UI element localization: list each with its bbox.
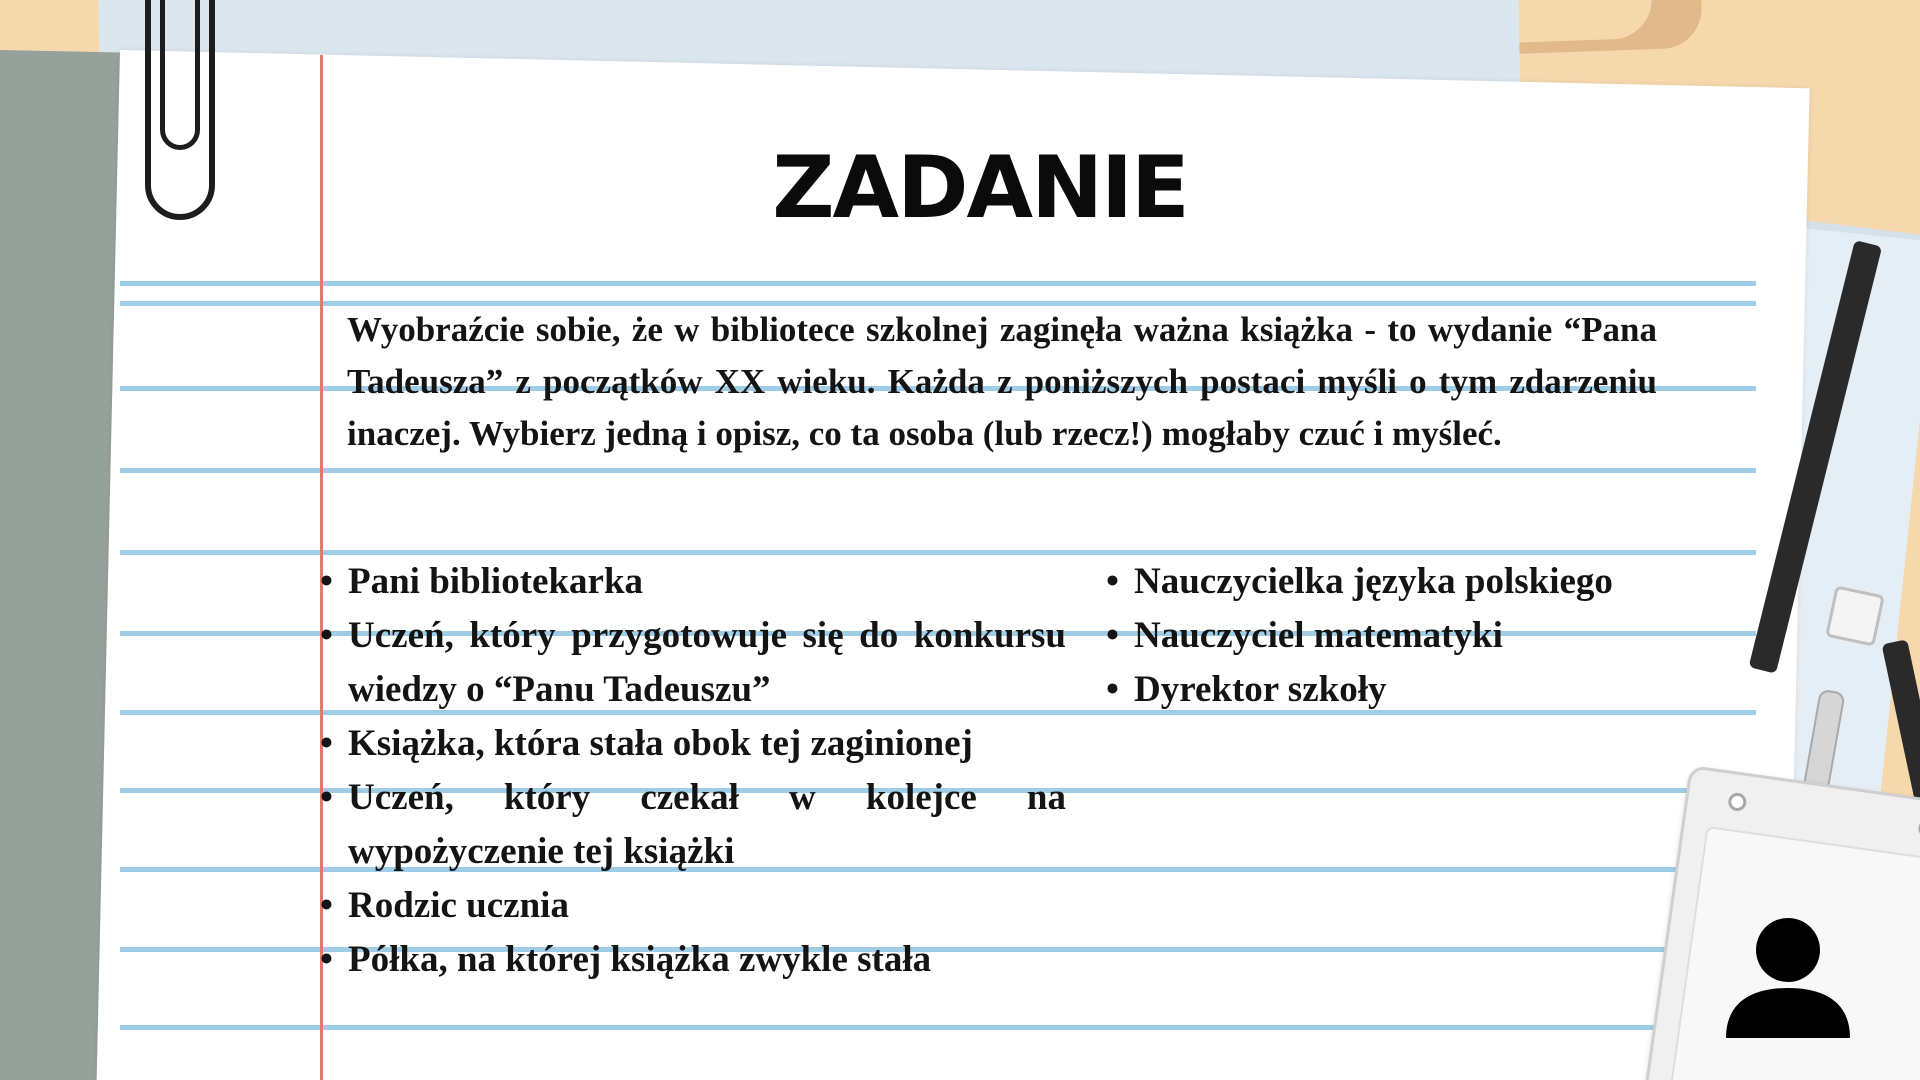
- ruled-line: [120, 281, 1756, 286]
- lanyard-buckle: [1825, 585, 1885, 646]
- paperclip-inner: [160, 0, 200, 150]
- list-item: [320, 717, 1066, 771]
- user-icon: [1718, 910, 1858, 1040]
- bullet: •: [320, 885, 333, 926]
- list-item: [1106, 663, 1694, 717]
- list-item-text: Dyrektor szkoły: [1134, 669, 1387, 710]
- list-item-text: Nauczycielka języka polskiego: [1134, 561, 1613, 602]
- list-item-text: Uczeń, który przygotowuje się do konkursu wiedzy o “Panu Tadeuszu”: [348, 615, 1066, 710]
- badge-hole: [1727, 792, 1747, 812]
- list-item-text: Książka, która stała obok tej zaginionej: [348, 723, 973, 764]
- list-item-text: Uczeń, który czekał w kolejce na wypożyczenie tej książki: [348, 777, 1066, 872]
- list-item-text: Pani bibliotekarka: [348, 561, 644, 602]
- list-item: [320, 555, 1066, 609]
- list-item-text: Półka, na której książka zwykle stała: [348, 939, 932, 980]
- page-title: ZADANIE: [772, 138, 1188, 238]
- bullet: •: [320, 723, 333, 764]
- list-item: [1106, 555, 1694, 609]
- bullet: •: [320, 939, 333, 980]
- list-item: [320, 609, 1066, 717]
- bullet: •: [320, 561, 333, 602]
- list-item: [320, 771, 1066, 879]
- list-item-text: Nauczyciel matematyki: [1134, 615, 1503, 656]
- list-item: [320, 933, 1066, 987]
- ruled-line: [120, 1025, 1670, 1030]
- task-description: Wyobraźcie sobie, że w bibliotece szkolnej zaginęła ważna książka - to wydanie “Pana Tadeusza” z początków XX wieku. Każda z poniższych postaci myśli o tym zdarzeniu inaczej. Wybierz jedną i opisz, co ta osoba (lub rzecz!) mogłaby czuć i myśleć.: [347, 310, 1657, 453]
- list-item: [320, 879, 1066, 933]
- list-item-text: Rodzic ucznia: [348, 885, 569, 926]
- character-list-left: [320, 555, 1066, 987]
- ruled-line: [120, 468, 1756, 473]
- bullet: •: [320, 615, 333, 656]
- bullet: •: [320, 777, 333, 818]
- bullet: •: [1106, 561, 1119, 602]
- character-list-right: [1106, 555, 1694, 717]
- list-item: [1106, 609, 1694, 663]
- bullet: •: [1106, 669, 1119, 710]
- bullet: •: [1106, 615, 1119, 656]
